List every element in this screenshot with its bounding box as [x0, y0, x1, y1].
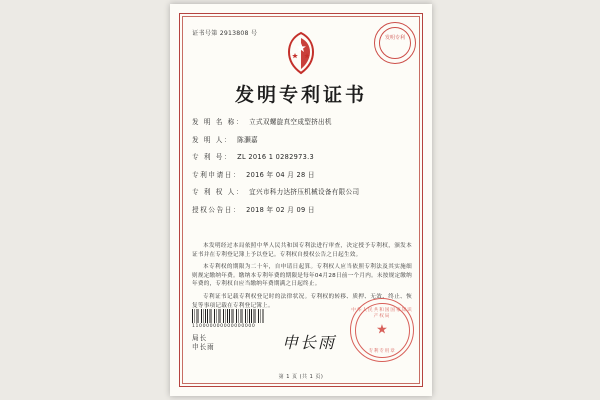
body-paragraph-1: 本发明经过本局依照中华人民共和国专利法进行审查，决定授予专利权，颁发本证书并在专利登记簿上予以登记。专利权自授权公告之日起生效。	[192, 243, 412, 258]
field-row-patentee	[192, 186, 412, 196]
field-value: 陈灏嘉	[237, 135, 258, 144]
field-value: 2016 年 04 月 28 日	[246, 170, 315, 179]
patent-office-emblem-icon	[278, 30, 324, 76]
certificate-title: 发明专利证书	[234, 84, 367, 106]
field-row-patent-number	[192, 151, 412, 161]
barcode-number: 110000000000000000	[192, 324, 256, 329]
certificate-serial-number: 证书号第 2913808 号	[192, 30, 258, 37]
body-paragraph-3: 专利证书记载专利权登记时的法律状况。专利权的转移、质押、无效、终止、恢复等事项记载在专利登记簿上。	[192, 293, 412, 309]
field-label: 授权公告日：	[192, 205, 242, 214]
patent-certificate-sheet	[170, 4, 432, 396]
field-label: 发 明 名 称：	[192, 118, 245, 126]
signature-handwritten: 申长雨	[282, 333, 337, 352]
field-label: 发 明 人：	[192, 135, 233, 144]
signature-label	[192, 334, 215, 352]
photo-background-right	[432, 0, 600, 400]
official-round-seal-icon	[350, 298, 414, 362]
field-value: 2018 年 02 月 09 日	[246, 205, 315, 214]
page-footer: 第 1 页 (共 1 页)	[278, 374, 324, 380]
field-label: 专 利 权 人：	[192, 188, 245, 196]
body-paragraph-2: 本专利权的期限为二十年，自申请日起算。专利权人应当依照专利法及其实施细则规定缴纳年费。缴纳本专利年费的期限是每年04月28日前一个月内。未按规定缴纳年费的，专利权自应当缴纳年费期满之日起终止。	[192, 264, 412, 288]
signature-label-line1: 局长	[192, 334, 208, 342]
seal-star-icon: ★	[376, 322, 388, 338]
seal-arc-bottom-text: 专利专用章	[368, 349, 396, 354]
top-seal-text-line1: 发明专利	[384, 35, 405, 41]
seal-arc-top-text: 中华人民共和国国家知识产权局	[351, 308, 413, 319]
photo-background-left	[0, 0, 170, 400]
field-value: 宜兴市科力达挤压机械设备有限公司	[249, 188, 360, 196]
field-label: 专利申请日：	[192, 170, 242, 179]
signature-label-line2: 申长雨	[192, 343, 215, 351]
field-value: 立式双螺旋真空成型挤出机	[249, 118, 332, 126]
field-row-application-date	[192, 169, 412, 179]
certificate-fields	[192, 116, 412, 221]
barcode-icon	[192, 309, 264, 323]
top-right-seal-icon	[374, 22, 416, 64]
field-row-inventor	[192, 134, 412, 144]
field-value: ZL 2016 1 0282973.3	[237, 153, 314, 161]
field-row-grant-date	[192, 204, 412, 214]
field-label: 专 利 号：	[192, 153, 233, 161]
top-seal-inner-ring	[379, 27, 411, 59]
field-row-invention-name	[192, 116, 412, 126]
